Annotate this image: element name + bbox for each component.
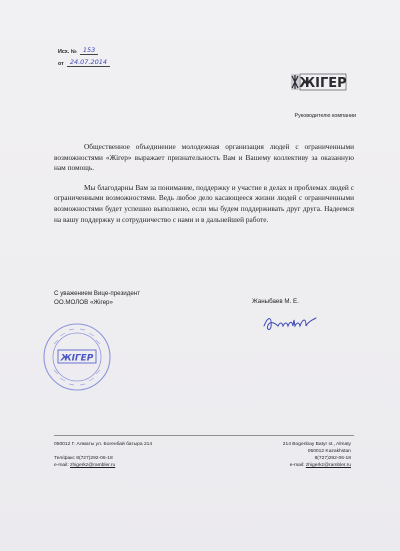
signature-stroke (264, 318, 316, 329)
reference-number-value: 153 (80, 47, 98, 55)
closing-block (54, 290, 140, 307)
footer-left-address: 050012 Г. Алматы ул. Богенбай батыра 214 (54, 442, 153, 447)
footer-right-email-link[interactable]: zhigerkz@rambler.ru (305, 463, 351, 468)
footer-left-phone: Тел/факс 8(727)292-06-18 (54, 456, 113, 461)
stamp-center-text: ЖIГЕР (60, 353, 94, 364)
reference-date-value: 24.07.2014 (67, 59, 110, 67)
footer-right-phone: 8(727)292-06-18 (314, 456, 351, 461)
footer-right-email-row (283, 462, 351, 469)
footer-left-email-row (54, 462, 152, 469)
handwritten-signature (262, 312, 318, 334)
reference-number-row (58, 43, 110, 55)
reference-date-label: от (58, 61, 64, 67)
body-paragraph-1: Общественное объединение молодежная организация людей с ограниченными возможностями «Жiгер» выражает признательность Вам и Вашему коллективу за оказанную нам помощь. (54, 142, 354, 173)
body-paragraph-2: Мы благодарны Вам за понимание, поддержку и участие в делах и проблемах людей с ограниченными возможностями. Ведь любое дело касающееся жизни людей с ограниченными возможностями будет успешно выполнено, если мы будем поддерживать друг друга. Надеемся на вашу поддержку и сотрудничество с нами и в дальнейшей работе. (54, 182, 354, 224)
footer-left-email-link[interactable]: zhigerkz@rambler.ru (70, 463, 116, 468)
signer-name: Жаныбаев М. Е. (252, 298, 299, 305)
footer-divider (54, 435, 354, 436)
footer-right-email-label: e-mail: (289, 463, 305, 468)
zhiger-logo (291, 72, 347, 92)
footer-right-address-1: 214 Bogenbay Batyr st., Almaty (282, 442, 351, 447)
reference-number-label: Исх. № (58, 49, 77, 55)
footer-left-email-label: e-mail: (54, 463, 69, 468)
recipient-line: Руководителю компании (294, 113, 356, 119)
logo-text: ЖIГЕР (299, 76, 347, 91)
footer-left (54, 441, 152, 469)
closing-line-2: ОО.МОЛОВ «Жiгер» (54, 298, 113, 306)
round-stamp (42, 322, 112, 392)
letter-body (54, 142, 354, 225)
footer-right (283, 441, 351, 469)
reference-block (58, 43, 110, 67)
reference-date-row (58, 55, 110, 67)
footer-right-address-2: 050012 Kazakhstan (307, 449, 351, 454)
closing-line-1: С уважением Вице-президент (54, 290, 141, 297)
